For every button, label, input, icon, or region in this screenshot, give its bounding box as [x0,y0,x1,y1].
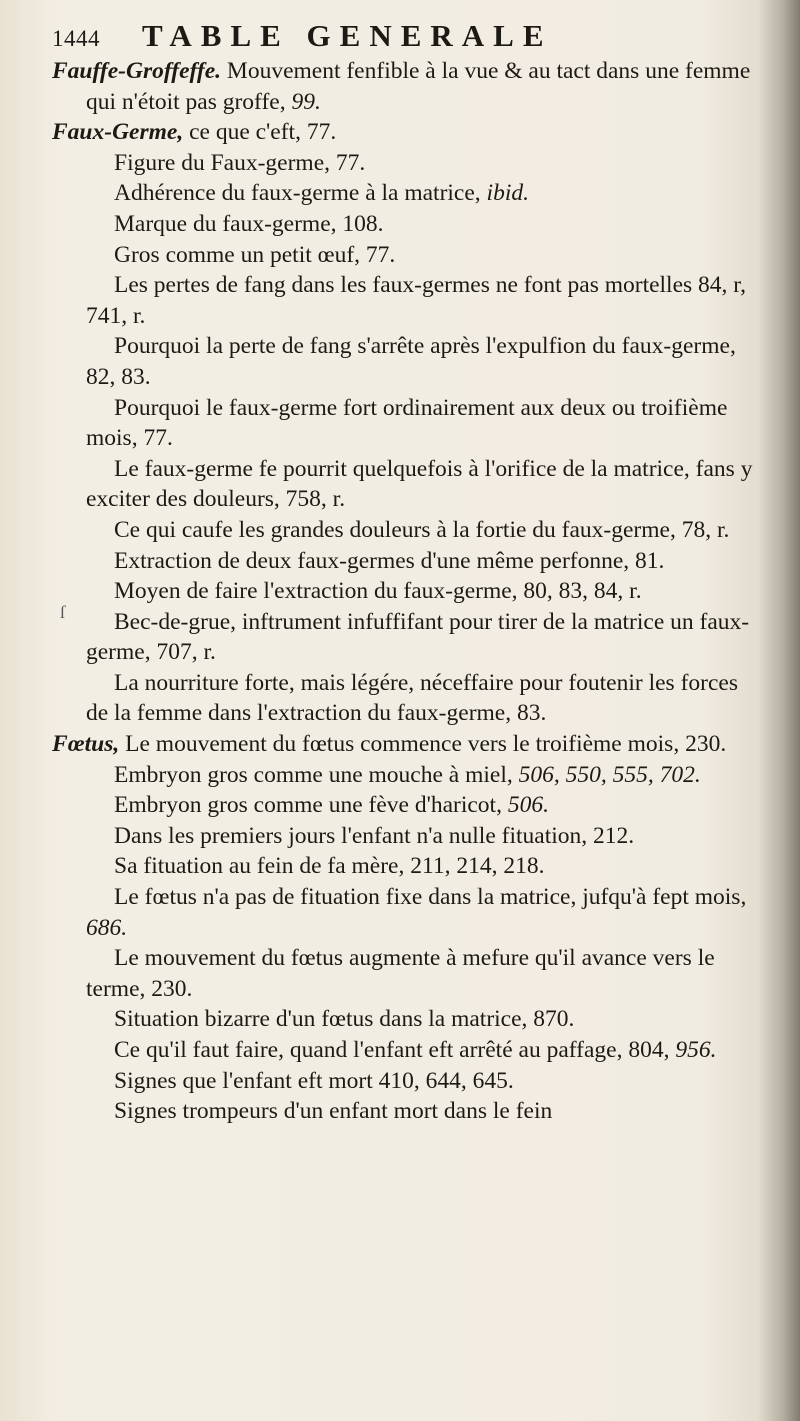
entry-text: Mouvement fenfible à la vue & au tact dans une femme qui n'étoit pas groffe, [86,58,751,115]
entry-text: Le mouvement du fœtus commence vers le troifième mois, 230. [119,731,727,758]
running-title: TABLE GENERALE [142,18,553,53]
entry-text: La nourriture forte, mais légére, néceffaire pour foutenir les forces de la femme dans l'extraction du faux-germe, 83. [86,669,738,727]
entry-text: Dans les premiers jours l'enfant n'a nulle fituation, 212. [114,822,635,849]
entry-text: Adhérence du faux-germe à la matrice, [114,180,487,207]
entry-text: Situation bizarre d'un fœtus dans la matrice, 870. [114,1006,575,1033]
entry-text: Sa fituation au fein de fa mère, 211, 214, 218. [114,853,545,880]
index-sub-entry [52,851,762,882]
entry-text: Signes que l'enfant eft mort 410, 644, 645. [114,1067,514,1094]
entry-text: Figure du Faux-germe, 77. [114,149,366,176]
index-heading-entry [52,56,762,117]
index-heading-entry [52,729,762,760]
index-sub-entry [52,546,762,577]
entry-page-ref: 686. [86,914,128,941]
page-edge-shadow [758,0,800,1421]
index-sub-entry [52,178,762,209]
index-sub-entry [52,760,762,791]
index-sub-entry [52,790,762,821]
index-sub-entry [52,240,762,271]
entry-text: Le mouvement du fœtus augmente à mefure qu'il avance vers le terme, 230. [86,945,715,1002]
index-heading-entry [52,117,762,148]
entry-text: Ce qu'il faut faire, quand l'enfant eft arrêté au paffage, 804, [114,1037,676,1063]
entry-page-ref: 506, 550, 555, 702. [518,761,701,788]
entry-keyword: Fœtus, [52,731,120,758]
index-sub-entry [52,821,762,852]
entry-text: Extraction de deux faux-germes d'une même perfonne, 81. [114,547,665,574]
index-sub-entry [52,1035,762,1066]
entry-page-ref: 956. [675,1037,717,1063]
index-sub-entry [52,515,762,546]
page-content [52,18,762,1127]
index-sub-entry [52,576,762,607]
entry-text: Embryon gros comme une mouche à miel, [114,761,519,788]
page-header [52,18,762,54]
entry-text: Ce qui caufe les grandes douleurs à la fortie du faux-germe, 78, r. [114,516,730,543]
entry-text: Le faux-germe fe pourrit quelquefois à l'orifice de la matrice, fans y exciter des douleurs, 758, r. [86,455,753,513]
index-sub-entry [52,1004,762,1035]
index-sub-entry [52,668,762,729]
index-sub-entry [52,331,762,392]
entry-page-ref: 99. [291,88,321,115]
index-sub-entry [52,1066,762,1097]
entry-text: Pourquoi la perte de fang s'arrête après l'expulfion du faux-germe, 82, 83. [86,333,736,390]
index-sub-entry [52,943,762,1004]
entry-text: Signes trompeurs d'un enfant mort dans le fein [114,1098,553,1125]
entry-text: Embryon gros comme une fève d'haricot, [114,792,508,819]
margin-mark: ſ [60,602,66,622]
page-number: 1444 [52,26,100,51]
entry-text: Bec-de-grue, inftrument infuffifant pour tirer de la matrice un faux-germe, 707, r. [86,608,750,666]
entry-keyword: Fauffe-Groffeffe. [52,58,222,84]
index-sub-entry [52,209,762,240]
index-sub-entry [52,393,762,454]
index-sub-entry [52,607,762,668]
entry-text: ce que c'eft, 77. [183,119,337,146]
entry-text: Marque du faux-germe, 108. [114,210,384,237]
index-entries [52,56,762,1127]
entry-text: Pourquoi le faux-germe fort ordinairement aux deux ou troifième mois, 77. [86,394,728,452]
entry-keyword: Faux-Germe, [52,119,184,146]
entry-text: Le fœtus n'a pas de fituation fixe dans la matrice, jufqu'à fept mois, [114,884,747,911]
entry-text: Gros comme un petit œuf, 77. [114,241,396,268]
index-sub-entry [52,454,762,515]
index-sub-entry [52,148,762,179]
index-sub-entry [52,270,762,331]
entry-page-ref: ibid. [486,180,529,207]
index-sub-entry [52,882,762,943]
index-sub-entry [52,1096,762,1127]
entry-text: Moyen de faire l'extraction du faux-germe, 80, 83, 84, r. [114,578,642,605]
entry-text: Les pertes de fang dans les faux-germes ne font pas mortelles 84, r, 741, r. [86,272,747,329]
entry-page-ref: 506. [507,792,549,819]
